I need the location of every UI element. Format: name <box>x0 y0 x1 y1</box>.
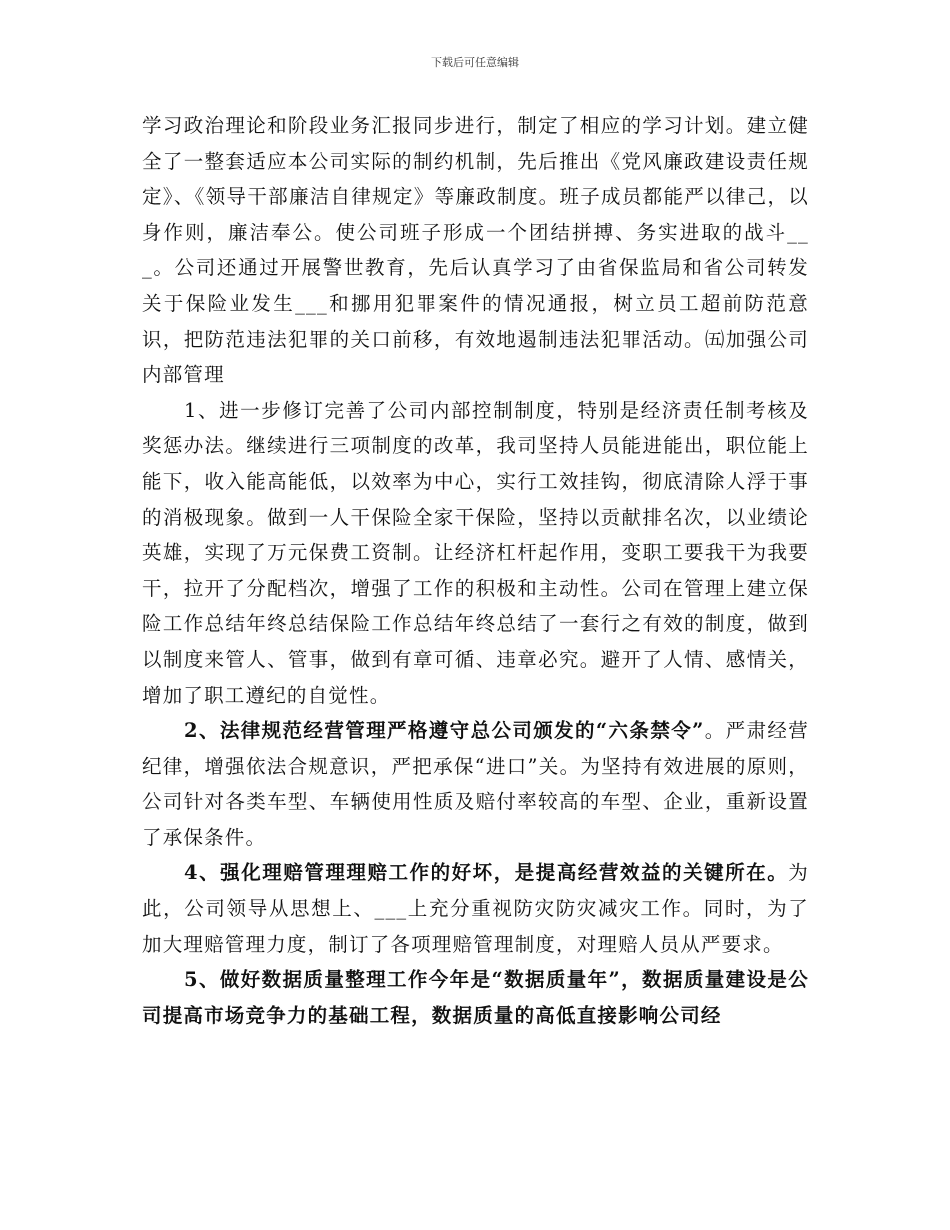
page-header: 下载后可任意编辑 <box>431 56 519 69</box>
paragraph-heading: 4、强化理赔管理理赔工作的好坏，是提高经营效益的关键所在。 <box>184 861 789 885</box>
paragraph-heading: 5、做好数据质量整理工作今年是“数据质量年”，数据质量建设是公司提高市场竞争力的基础工程，数据质量的高低直接影响公司经 <box>142 968 809 1027</box>
paragraph-heading: 2、法律规范经营管理严格遵守总公司颁发的“六条禁令” <box>184 719 705 743</box>
paragraph-text: 。严肃经营纪律，增强依法合规意识，严把承保“进口”关。为坚持有效进展的原则，公司针对各类车型、车辆使用性质及赔付率较高的车型、企业，重新设置了承保条件。 <box>142 719 809 849</box>
paragraph-data-quality <box>142 962 809 1033</box>
paragraph-legal-compliance <box>142 713 809 855</box>
paragraph-claims-management <box>142 855 809 962</box>
paragraph-text: 为此，公司领导从思想上、___上充分重视防灾防灾减灾工作。同时，为了加大理赔管理力度，制订了各项理赔管理制度，对理赔人员从严要求。 <box>142 861 809 956</box>
document-body <box>142 108 809 1033</box>
paragraph-text: 学习政治理论和阶段业务汇报同步进行，制定了相应的学习计划。建立健全了一整套适应本公司实际的制约机制，先后推出《党风廉政建设责任规定》、《领导干部廉洁自律规定》等廉政制度。班子成员都能严以律己，以身作则，廉洁奉公。使公司班子形成一个团结拼搏、务实进取的战斗___。公司还通过开展警世教育，先后认真学习了由省保监局和省公司转发关于保险业发生___和挪用犯罪案件的情况通报，树立员工超前防范意识，把防范违法犯罪的关口前移，有效地遏制违法犯罪活动。㈤加强公司内部管理 <box>142 114 809 387</box>
paragraph-text: 1、进一步修订完善了公司内部控制制度，特别是经济责任制考核及奖惩办法。继续进行三项制度的改革，我司坚持人员能进能出，职位能上能下，收入能高能低，以效率为中心，实行工效挂钩，彻底清除人浮于事的消极现象。做到一人干保险全家干保险，坚持以贡献排名次，以业绩论英雄，实现了万元保费工资制。让经济杠杆起作用，变职工要我干为我要干，拉开了分配档次，增强了工作的积极和主动性。公司在管理上建立保险工作总结年终总结保险工作总结年终总结了一套行之有效的制度，做到以制度来管人、管事，做到有章可循、违章必究。避开了人情、感情关，增加了职工遵纪的自觉性。 <box>142 398 809 707</box>
paragraph-internal-control <box>142 393 809 713</box>
paragraph-continuation <box>142 108 809 393</box>
